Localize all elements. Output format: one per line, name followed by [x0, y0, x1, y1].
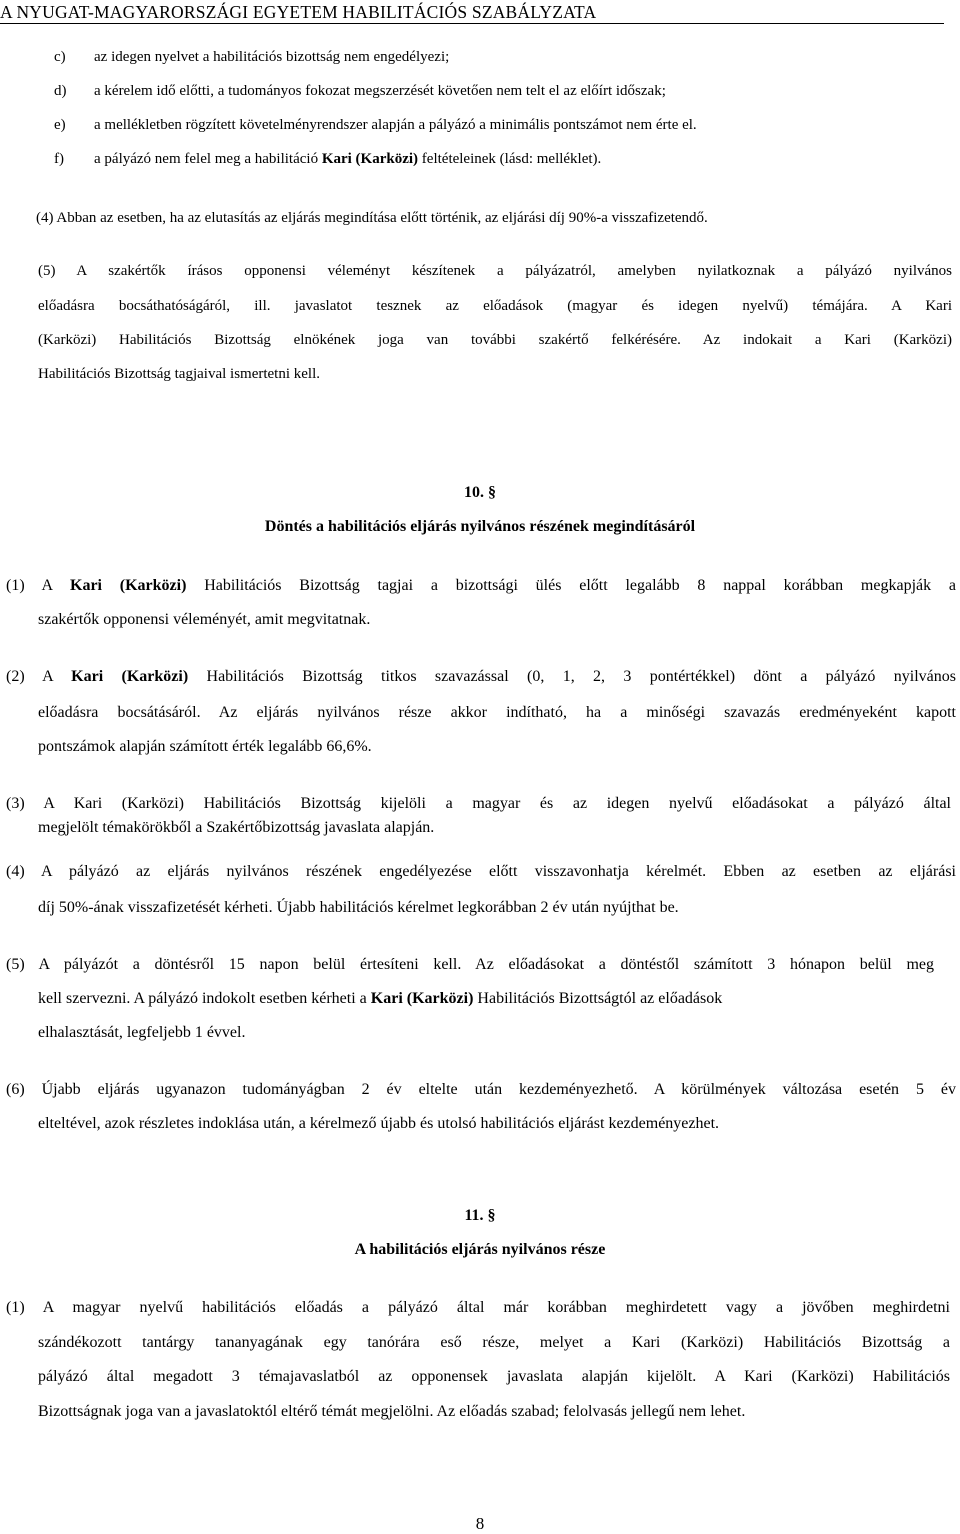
- section-title: Döntés a habilitációs eljárás nyilvános részének megindításáról: [264, 518, 696, 535]
- paragraph-9-4: (4) Abban az esetben, ha az elutasítás az eljárás megindítása előtt történik, az eljárási díj 90%-a visszafizetendő.: [36, 210, 708, 226]
- list-item-text: az idegen nyelvet a habilitációs bizottság nem engedélyezi;: [94, 49, 450, 65]
- list-item-label: e): [54, 117, 66, 133]
- list-item-text: a mellékletben rögzített követelményrendszer alapján a pályázó a minimális pontszámot nem érte el.: [94, 117, 697, 133]
- list-item-label: c): [54, 49, 66, 65]
- section-number: 11. §: [464, 1207, 496, 1224]
- list-item-text: a pályázó nem felel meg a habilitáció Kari (Karközi) feltételeinek (lásd: melléklet).: [94, 151, 602, 167]
- section-number: 10. §: [464, 484, 496, 501]
- page-number: 8: [475, 1514, 485, 1533]
- list-item-label: d): [54, 83, 67, 99]
- running-header: A NYUGAT-MAGYARORSZÁGI EGYETEM HABILITÁCIÓS SZABÁLYZATA: [0, 2, 944, 24]
- list-item-text: a kérelem idő előtti, a tudományos fokozat megszerzését követően nem telt el az előírt időszak;: [94, 83, 666, 99]
- section-title: A habilitációs eljárás nyilvános része: [354, 1241, 606, 1258]
- list-item-label: f): [54, 151, 64, 167]
